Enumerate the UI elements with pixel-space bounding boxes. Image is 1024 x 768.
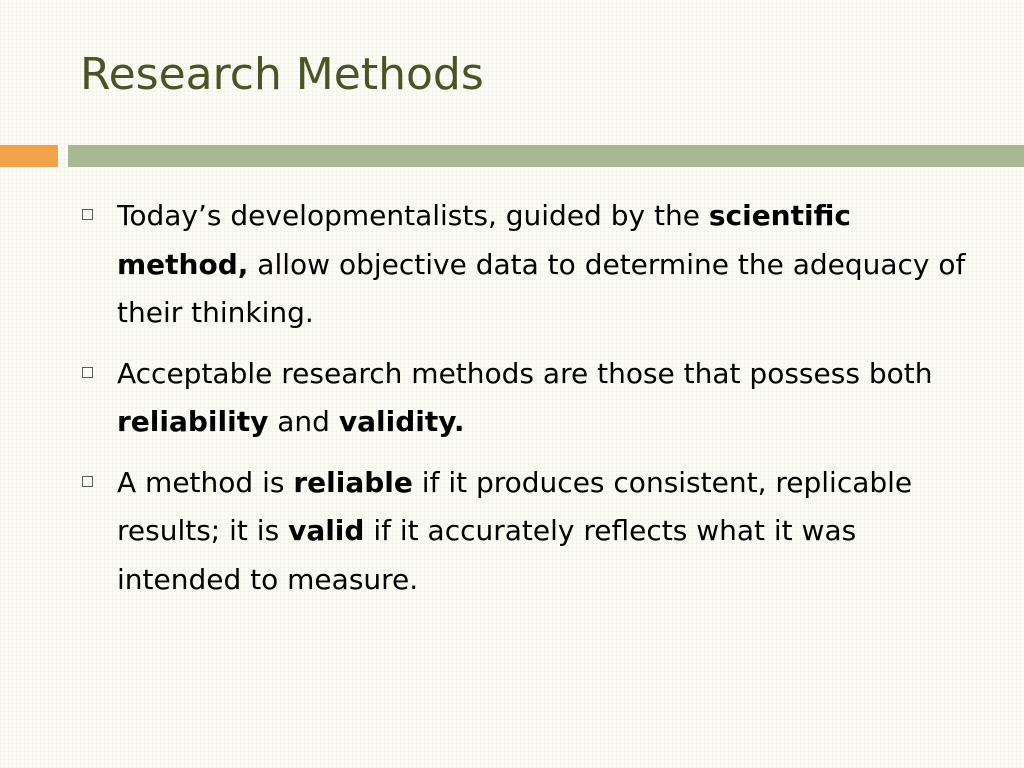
bullet-text-segment: if it accurately reflects what it was intended to measure.	[117, 514, 857, 596]
bullet-text-segment: Acceptable research methods are those that possess both	[117, 356, 933, 390]
bullet-list	[80, 192, 980, 616]
bullet-text-bold-segment: scientific method,	[117, 199, 851, 281]
bullet-item	[80, 192, 980, 338]
bullet-text-segment: if it produces consistent, replicable results; it is	[117, 465, 913, 547]
square-bullet-icon	[82, 209, 93, 220]
square-bullet-icon	[82, 476, 93, 487]
bullet-text-bold-segment: validity.	[338, 405, 465, 438]
bullet-text-segment: allow objective data to determine the adequacy of their thinking.	[117, 247, 966, 329]
bullet-text-bold-segment: reliability	[117, 405, 269, 438]
bullet-text-bold-segment: reliable	[293, 465, 413, 499]
accent-bar	[0, 145, 58, 167]
title-rule-bar	[68, 145, 1024, 167]
bullet-text-segment: Today’s developmentalists, guided by the	[117, 199, 709, 232]
bullet-text-segment: A method is	[117, 465, 294, 499]
bullet-text-bold-segment: valid	[288, 514, 365, 547]
slide-title: Research Methods	[80, 49, 484, 100]
bullet-text	[117, 466, 912, 596]
bullet-item	[80, 350, 980, 447]
bullet-item	[80, 459, 980, 605]
bullet-text	[117, 357, 932, 439]
bullet-text	[117, 199, 965, 329]
bullet-text-segment: and	[268, 405, 339, 438]
square-bullet-icon	[82, 367, 93, 378]
